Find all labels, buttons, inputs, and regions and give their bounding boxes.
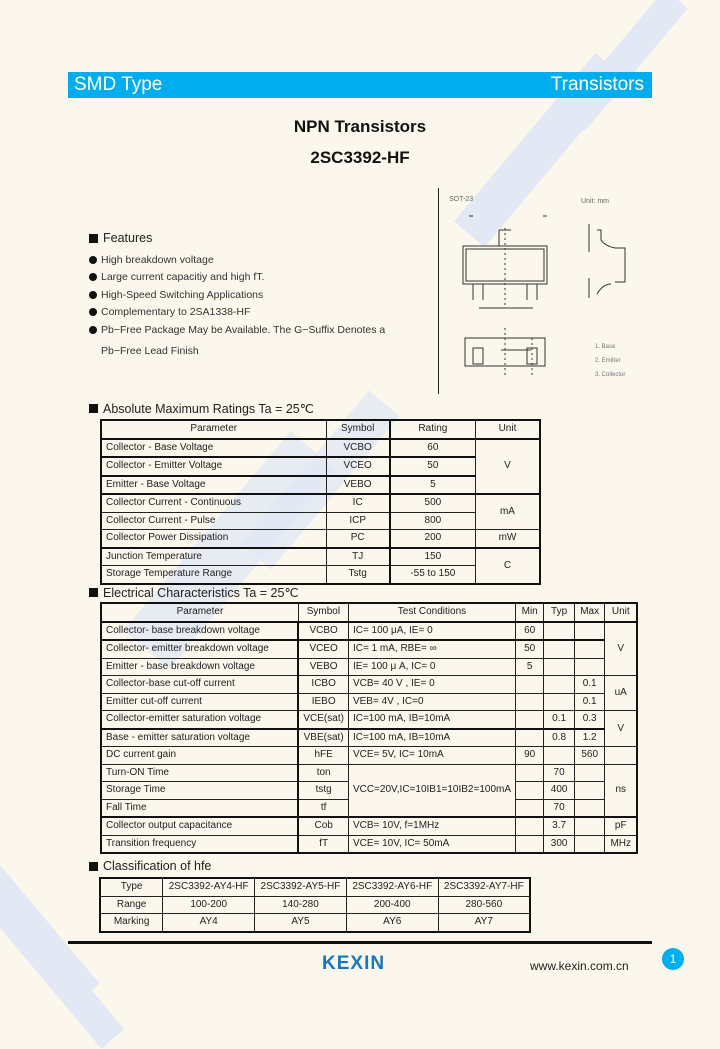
feature-item-continuation: Pb−Free Lead Finish — [101, 345, 199, 358]
table-row: Collector Current - Continuous IC 500 mA — [101, 494, 540, 512]
square-bullet-icon — [89, 588, 98, 597]
table-row: Emitter - base breakdown voltage VEBO IE= 100 μ A, IC= 0 5 — [101, 658, 637, 676]
elec-table-wrap — [100, 602, 638, 854]
table-row: Emitter cut-off current IEBO VEB= 4V , IC=0 0.1 — [101, 693, 637, 711]
watermark-stripe — [562, 0, 688, 131]
table-row: Storage Temperature Range Tstg -55 to 150 — [101, 566, 540, 584]
table-row: Collector- base breakdown voltage VCBO IC= 100 μA, IE= 0 60 V — [101, 622, 637, 641]
header-left: SMD Type — [74, 74, 163, 95]
bullet-icon — [89, 256, 97, 264]
header-right: Transistors — [550, 74, 644, 95]
svg-text:1. Base: 1. Base — [595, 344, 616, 350]
feature-item: Complementary to 2SA1338-HF — [89, 304, 385, 322]
header-bar — [68, 72, 652, 98]
table-row: DC current gain hFE VCE= 5V, IC= 10mA 90 560 — [101, 747, 637, 765]
square-bullet-icon — [89, 234, 98, 243]
table-row: Fall Time tf 70 — [101, 799, 637, 817]
feature-item: Pb−Free Package May be Available. The G−Suffix Denotes a — [89, 321, 385, 339]
abs-max-table — [100, 419, 541, 585]
table-row: Range 100-200 140-280 200-400 280-560 — [100, 896, 530, 914]
table-row: Collector-emitter saturation voltage VCE(sat) IC=100 mA, IB=10mA 0.1 0.3 V — [101, 711, 637, 729]
table-header-row: Parameter Symbol Test Conditions Min Typ Max Unit — [101, 603, 637, 622]
bullet-icon — [89, 273, 97, 281]
elec-heading: Electrical Characteristics Ta = 25℃ — [89, 585, 298, 600]
page-number-badge: 1 — [662, 948, 684, 970]
website-link[interactable]: www.kexin.com.cn — [530, 959, 629, 973]
classification-table — [99, 877, 531, 933]
table-row: Emitter - Base Voltage VEBO 5 — [101, 476, 540, 495]
abs-max-heading: Absolute Maximum Ratings Ta = 25℃ — [89, 401, 314, 416]
table-row: Collector- emitter breakdown voltage VCEO IC= 1 mA, RBE= ∞ 50 — [101, 640, 637, 658]
table-row: Base - emitter saturation voltage VBE(sat) IC=100 mA, IB=10mA 0.8 1.2 — [101, 729, 637, 747]
classification-heading: Classification of hfe — [89, 859, 211, 873]
features-section — [89, 231, 385, 360]
bullet-icon — [89, 291, 97, 299]
bullet-icon — [89, 326, 97, 334]
footer-divider — [68, 941, 652, 944]
table-row: Collector - Emitter Voltage VCEO 50 — [101, 457, 540, 476]
feature-item: High-Speed Switching Applications — [89, 286, 385, 304]
table-row: Junction Temperature TJ 150 C — [101, 548, 540, 566]
square-bullet-icon — [89, 404, 98, 413]
feature-item: High breakdown voltage — [89, 251, 385, 269]
square-bullet-icon — [89, 862, 98, 871]
table-row: Collector-base cut-off current ICBO VCB= 40 V , IE= 0 0.1 uA — [101, 676, 637, 694]
svg-text:2. Emitter: 2. Emitter — [595, 358, 621, 364]
table-row: Transition frequency fT VCE= 10V, IC= 50mA 300 MHz — [101, 835, 637, 853]
table-row: Storage Time tstg 400 — [101, 782, 637, 800]
bullet-icon — [89, 308, 97, 316]
table-row: Type 2SC3392-AY4-HF 2SC3392-AY5-HF 2SC3392-AY6-HF 2SC3392-AY7-HF — [100, 878, 530, 896]
page-title: NPN Transistors — [293, 117, 427, 136]
svg-text:3. Collector: 3. Collector — [595, 372, 626, 378]
table-header-row: Parameter Symbol Rating Unit — [101, 420, 540, 439]
table-row: Marking AY4 AY5 AY6 AY7 — [100, 914, 530, 932]
package-diagram — [438, 188, 649, 394]
elec-table — [100, 602, 638, 854]
feature-item: Large current capacitiy and high fT. — [89, 269, 385, 287]
kexin-logo: KEXIN — [322, 953, 386, 974]
table-row: Turn-ON Time ton VCC=20V,IC=10IB1=10IB2=100mA 70 ns — [101, 764, 637, 782]
features-heading: Features — [89, 231, 385, 245]
watermark-stripe — [0, 831, 100, 1010]
unit-label: Unit: mm — [581, 198, 609, 205]
sot23-outline-icon — [439, 188, 649, 394]
features-list — [89, 251, 385, 360]
package-label: SOT-23 — [449, 196, 474, 203]
part-number: 2SC3392-HF — [310, 148, 410, 167]
table-row: Collector Current - Pulse ICP 800 — [101, 512, 540, 530]
table-row: Collector output capacitance Cob VCB= 10V, f=1MHz 3.7 pF — [101, 817, 637, 835]
table-row: Collector - Base Voltage VCBO 60 V — [101, 439, 540, 458]
abs-max-table-wrap — [100, 419, 541, 585]
classification-table-wrap — [99, 877, 531, 933]
table-row: Collector Power Dissipation PC 200 mW — [101, 530, 540, 548]
